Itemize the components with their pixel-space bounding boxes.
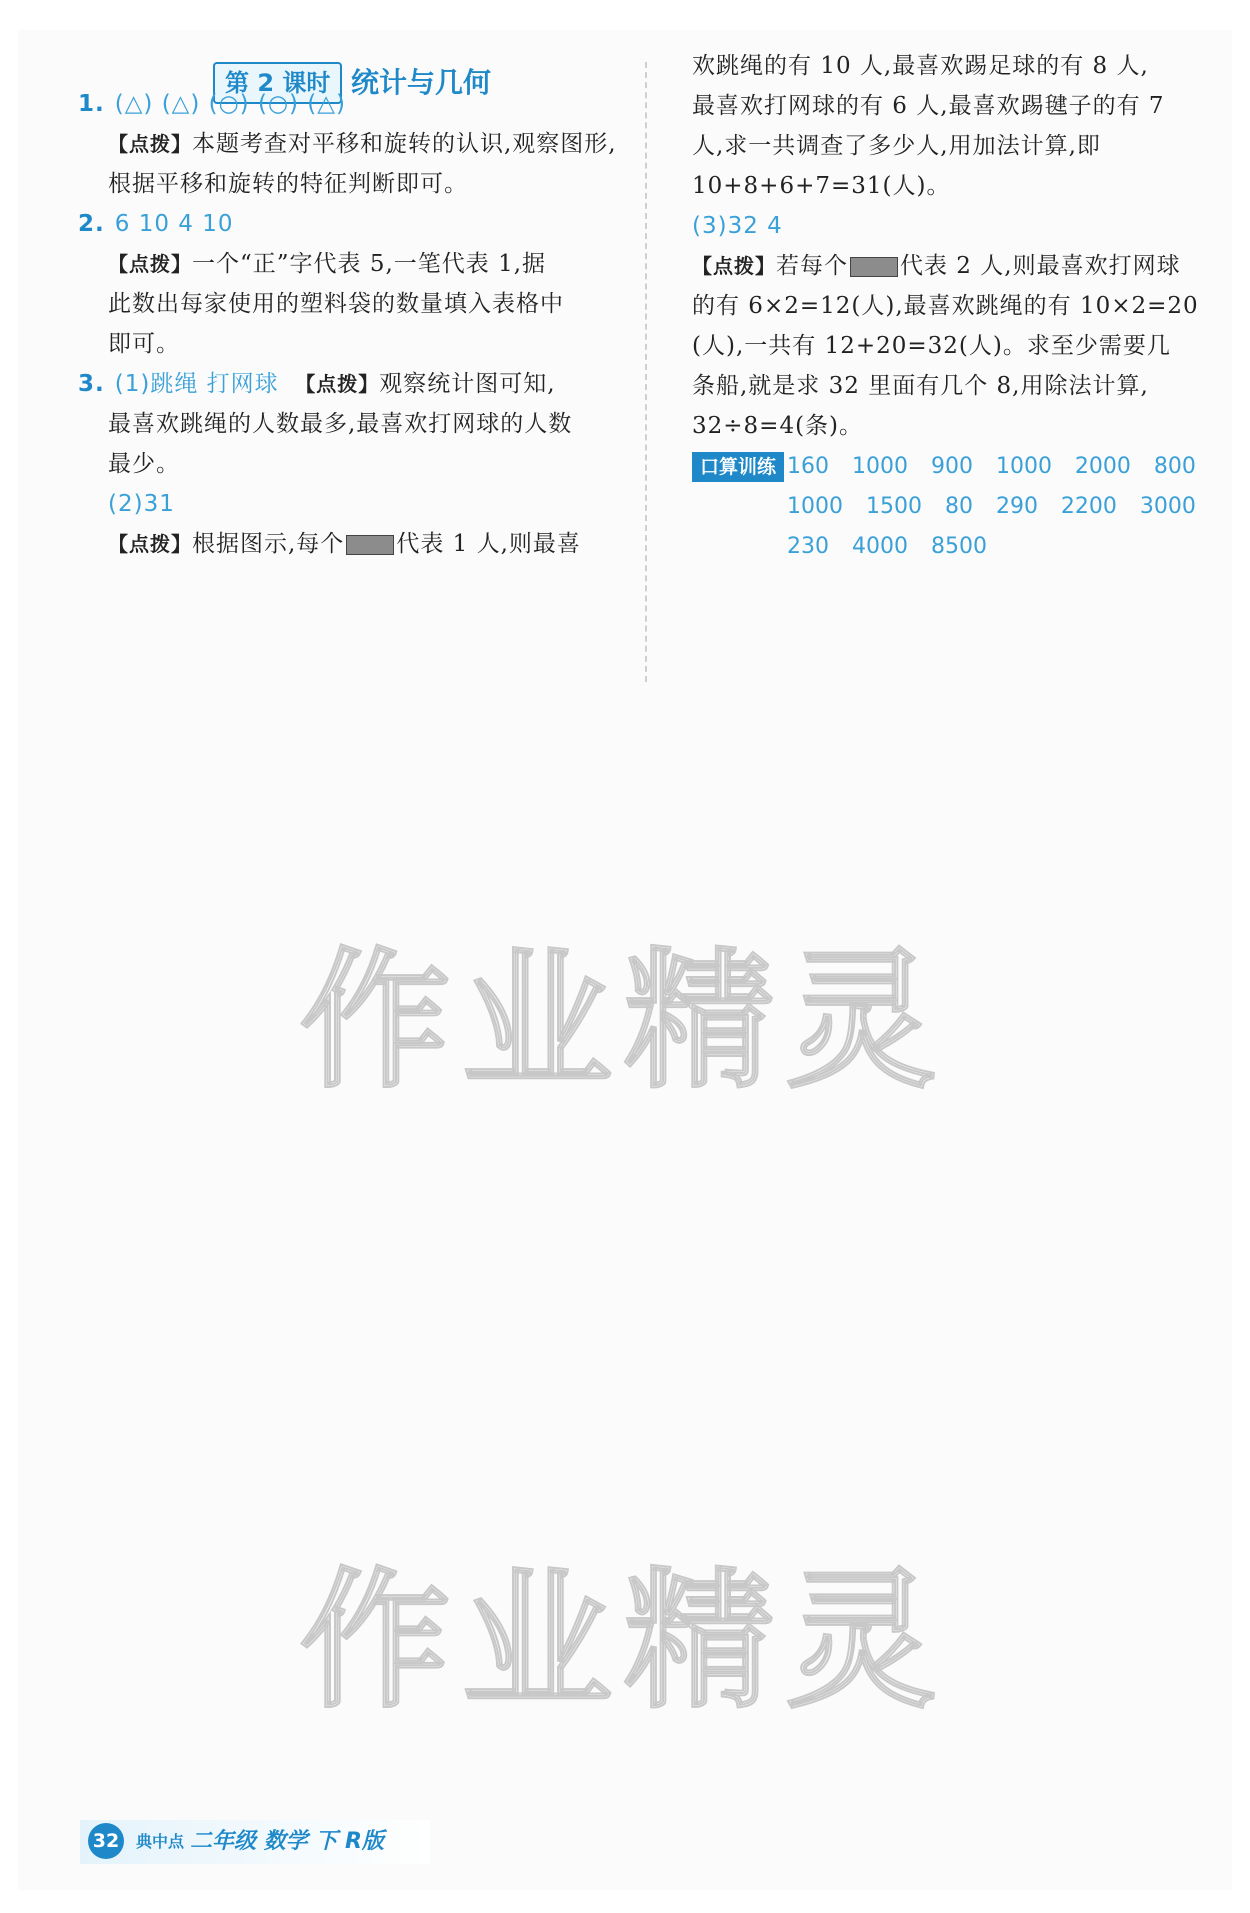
q1-tip-line2: 根据平移和旋转的特征判断即可。	[108, 171, 468, 197]
q3-part3-tag: 【点拨】	[692, 254, 776, 278]
q2-tip-tag: 【点拨】	[108, 252, 192, 276]
q1-tip-tag: 【点拨】	[108, 132, 192, 156]
q1-tip-text1: 本题考查对平移和旋转的认识,观察图形,	[192, 131, 617, 157]
q3-part3-line3: (人),一共有 12+20=32(人)。求至少需要几	[692, 333, 1171, 359]
q1-answers: (△) (△) (○) (○) (△)	[114, 91, 346, 117]
q3-part3-line5: 32÷8=4(条)。	[692, 413, 864, 439]
q1-tip-line1	[108, 128, 617, 160]
q3-part2-line5: 10+8+6+7=31(人)。	[692, 173, 951, 199]
q3-part2-tag: 【点拨】	[108, 532, 192, 556]
lesson-title: 统计与几何	[351, 66, 492, 99]
q3-part2-line3: 最喜欢打网球的有 6 人,最喜欢踢毽子的有 7	[692, 93, 1165, 119]
book-info: 二年级 数学 下 R版	[190, 1829, 384, 1854]
q3-part3-line1	[692, 250, 1181, 282]
q2-number: 2.	[78, 211, 105, 237]
q3-part1-line2: 最喜欢跳绳的人数最多,最喜欢打网球的人数	[108, 411, 573, 437]
q3-part1-line3: 最少。	[108, 451, 180, 477]
watermark-bottom: 作业精灵	[300, 1555, 949, 1729]
q2-tip-line1	[108, 248, 546, 280]
q2-tip-line2: 此数出每家使用的塑料袋的数量填入表格中	[108, 291, 564, 317]
q3-part3-line2: 的有 6×2=12(人),最喜欢跳绳的有 10×2=20	[692, 293, 1199, 319]
oral-row-2: 1000 1500 80 290 2200 3000	[787, 494, 1196, 519]
q3-part2-text1b: 代表 1 人,则最喜	[396, 531, 581, 557]
q3-part1-text1: 观察统计图可知,	[379, 371, 556, 397]
q3-part3-text1a: 若每个	[776, 253, 848, 279]
q1-answer-line	[78, 88, 346, 120]
page-footer	[80, 1820, 430, 1864]
oral-row-3: 230 4000 8500	[787, 534, 987, 559]
oral-training-badge: 口算训练	[692, 452, 784, 482]
q3-part2-line2: 欢跳绳的有 10 人,最喜欢踢足球的有 8 人,	[692, 53, 1149, 79]
q3-part3-line4: 条船,就是求 32 里面有几个 8,用除法计算,	[692, 373, 1149, 399]
q2-tip-text1: 一个“正”字代表 5,一笔代表 1,据	[192, 251, 547, 277]
q2-tip-line3: 即可。	[108, 331, 180, 357]
q3-part1-line	[78, 368, 556, 400]
q3-part1-tag: 【点拨】	[295, 372, 380, 396]
q3-part1-answer: (1)跳绳 打网球	[114, 371, 279, 397]
watermark-top: 作业精灵	[300, 935, 949, 1109]
q3-part2-answer: (2)31	[108, 491, 175, 517]
q3-part2-text1a: 根据图示,每个	[192, 531, 345, 557]
page-number: 32	[88, 1823, 124, 1859]
oral-row-1: 160 1000 900 1000 2000 800	[787, 454, 1196, 479]
bar-legend-icon	[850, 257, 898, 277]
q3-part3-answer: (3)32 4	[692, 213, 783, 239]
q1-number: 1.	[78, 91, 105, 117]
q3-part2-line4: 人,求一共调查了多少人,用加法计算,即	[692, 133, 1101, 159]
q3-part2-tip-line1	[108, 528, 581, 560]
q3-number: 3.	[78, 371, 105, 397]
brand-logo: 典中点	[136, 1832, 185, 1851]
q3-part3-text1b: 代表 2 人,则最喜欢打网球	[900, 253, 1181, 279]
bar-legend-icon	[346, 535, 394, 555]
lesson-badge: 第 2 课时	[213, 62, 342, 104]
q2-answer-line	[78, 208, 233, 240]
q2-answers: 6 10 4 10	[114, 211, 234, 237]
column-divider	[645, 62, 647, 682]
